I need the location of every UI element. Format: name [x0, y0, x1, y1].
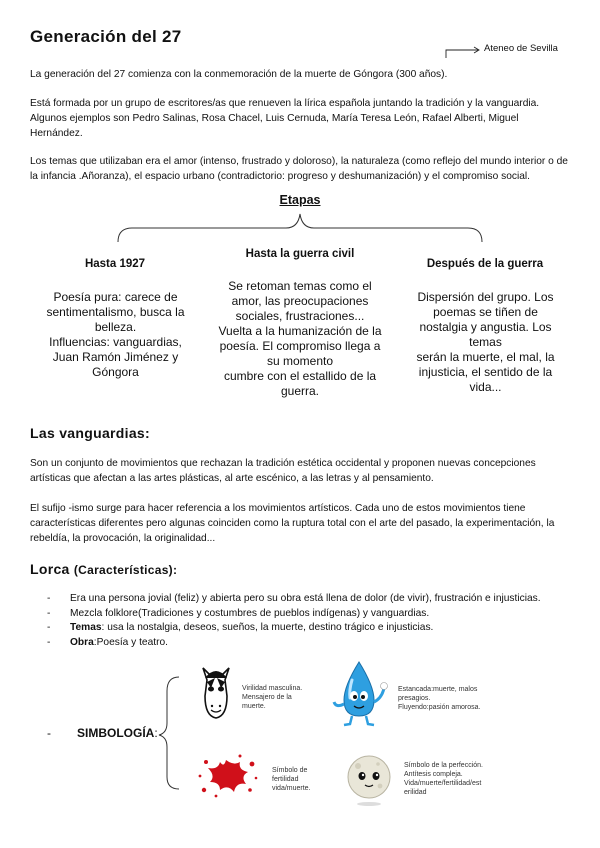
- etapa-2-line: guerra.: [280, 384, 320, 398]
- lorca-characteristics-list: [40, 592, 560, 650]
- moon-caption: [404, 761, 483, 797]
- etapa-2-line: amor, las preocupaciones: [231, 294, 369, 308]
- etapa-3-line: vida...: [469, 380, 502, 394]
- vanguardias-paragraph-2: El sufijo -ismo surge para hacer referencia a los movimientos artísticos. Cada uno de estos movimientos tiene características diferentes pero algunas coinciden como la ruptura total con el arte del pasado, la experimentación, la rebeldía, la provocación, la originalidad...: [30, 503, 555, 544]
- etapa-1-line: Poesía pura: carece de: [53, 290, 178, 304]
- etapa-1-line: Influencias: vanguardias,: [49, 335, 182, 349]
- ateneo-note: Ateneo de Sevilla: [484, 43, 558, 54]
- etapa-3-line: serán la muerte, el mal, la: [416, 350, 555, 364]
- etapa-2-line: cumbre con el estallido de la: [223, 369, 377, 383]
- lorca-heading-name: Lorca: [30, 561, 70, 577]
- lorca-heading-sub: (Características):: [73, 563, 178, 577]
- list-item: [40, 592, 560, 607]
- lorca-heading: [30, 561, 177, 577]
- etapa-3-body: [398, 290, 573, 395]
- list-item-text: :Poesía y teatro.: [93, 636, 168, 648]
- blood-splash-caption: [272, 766, 311, 793]
- caption-line: Símbolo de: [272, 767, 308, 774]
- list-item-label: Obra: [70, 636, 94, 648]
- caption-line: Mensajero de la: [242, 694, 292, 701]
- caption-line: Antítesis compleja.: [404, 771, 463, 778]
- etapa-3-line: poemas se tiñen de: [433, 305, 538, 319]
- etapa-1-line: Góngora: [92, 365, 139, 379]
- list-item-text: : usa la nostalgia, deseos, sueños, la muerte, destino trágico e injusticias.: [101, 622, 434, 633]
- caption-line: erilidad: [404, 789, 427, 796]
- intro-paragraph-3: Los temas que utilizaban era el amor (intenso, frustrado y doloroso), la naturaleza (como reflejo del mundo interior o de la infancia .Añoranza), el espacio urbano (contradictorio: progreso y deshumanización) y el compromiso social.: [30, 156, 568, 182]
- etapa-1-line: sentimentalismo, busca la: [46, 305, 185, 319]
- etapa-3-line: temas: [469, 335, 502, 349]
- list-item-label: Temas: [70, 622, 102, 633]
- water-drop-caption: [398, 685, 481, 712]
- etapa-2-line: Se retoman temas como el: [228, 279, 372, 293]
- caption-line: vida/muerte.: [272, 785, 311, 792]
- caption-line: Vida/muerte/fertilidad/est: [404, 780, 482, 787]
- vanguardias-heading: Las vanguardias:: [30, 425, 150, 441]
- etapa-3-line: Dispersión del grupo. Los: [417, 290, 554, 304]
- simbologia-label-row: [40, 726, 158, 740]
- etapa-2-body: [205, 279, 395, 399]
- caption-line: fertilidad: [272, 776, 299, 783]
- blood-splash-icon: [196, 752, 260, 802]
- list-item-text: Mezcla folklore(Tradiciones y costumbres de pueblos indígenas) y vanguardias.: [70, 607, 430, 619]
- etapa-1-body: [28, 290, 203, 380]
- etapa-3-title: Después de la guerra: [426, 258, 544, 270]
- etapas-heading: Etapas: [279, 193, 321, 207]
- vanguardias-paragraph-1: Son un conjunto de movimientos que rechazan la tradición estética occidental y proponen nuevas concepciones artísticas que afectan a las artes plásticas, al arte escénico, a las letras y al pensamiento.: [30, 458, 536, 484]
- list-item: [40, 607, 560, 622]
- list-item: [40, 636, 560, 651]
- intro-paragraph-1: La generación del 27 comienza con la conmemoración de la muerte de Góngora (300 años).: [30, 69, 448, 80]
- horse-caption: [242, 684, 302, 711]
- etapa-3-line: nostalgia y angustia. Los: [419, 320, 552, 334]
- etapa-1-line: Juan Ramón Jiménez y: [52, 350, 179, 364]
- list-item-text: Era una persona jovial (feliz) y abierta pero su obra está llena de dolor (de vivir), frustración e injusticias.: [70, 593, 541, 604]
- list-item: [40, 621, 560, 636]
- etapa-2-line: poesía. El compromiso llega a: [219, 339, 381, 353]
- water-drop-icon: [324, 658, 394, 730]
- simbologia-brace: [155, 673, 185, 793]
- ateneo-bracket-arrow: [438, 38, 488, 60]
- caption-line: muerte.: [242, 703, 266, 710]
- caption-line: Símbolo de la perfección.: [404, 762, 483, 769]
- caption-line: Virilidad masculina.: [242, 685, 303, 692]
- etapa-2-line: Vuelta a la humanización de la: [218, 324, 382, 338]
- etapas-brace: [110, 208, 490, 248]
- caption-line: Estancada:muerte, malos: [398, 686, 478, 693]
- list-dash: -: [47, 726, 51, 740]
- etapa-1-line: belleza.: [94, 320, 137, 334]
- etapa-2-line: sociales, frustraciones...: [235, 309, 365, 323]
- etapa-2-line: su momento: [266, 354, 334, 368]
- etapa-3-line: injusticia, el sentido de la: [418, 365, 553, 379]
- page-title: Generación del 27: [30, 27, 182, 46]
- simbologia-label: SIMBOLOGÍA: [77, 726, 155, 740]
- caption-line: presagios.: [398, 695, 431, 702]
- caption-line: Fluyendo:pasión amorosa.: [398, 704, 481, 711]
- simbologia-colon: :: [154, 726, 158, 740]
- intro-paragraph-2: Está formada por un grupo de escritores/as que renueven la lírica española juntando la tradición y la vanguardia. Algunos ejemplos son Pedro Salinas, Rosa Chacel, Luis Cernuda, María Teresa León, Rafael Alberti, Miguel Hernández.: [30, 98, 540, 139]
- etapa-2-title: Hasta la guerra civil: [245, 248, 355, 260]
- horse-icon: [195, 662, 237, 722]
- moon-icon: [344, 752, 394, 808]
- etapa-1-title: Hasta 1927: [84, 258, 146, 270]
